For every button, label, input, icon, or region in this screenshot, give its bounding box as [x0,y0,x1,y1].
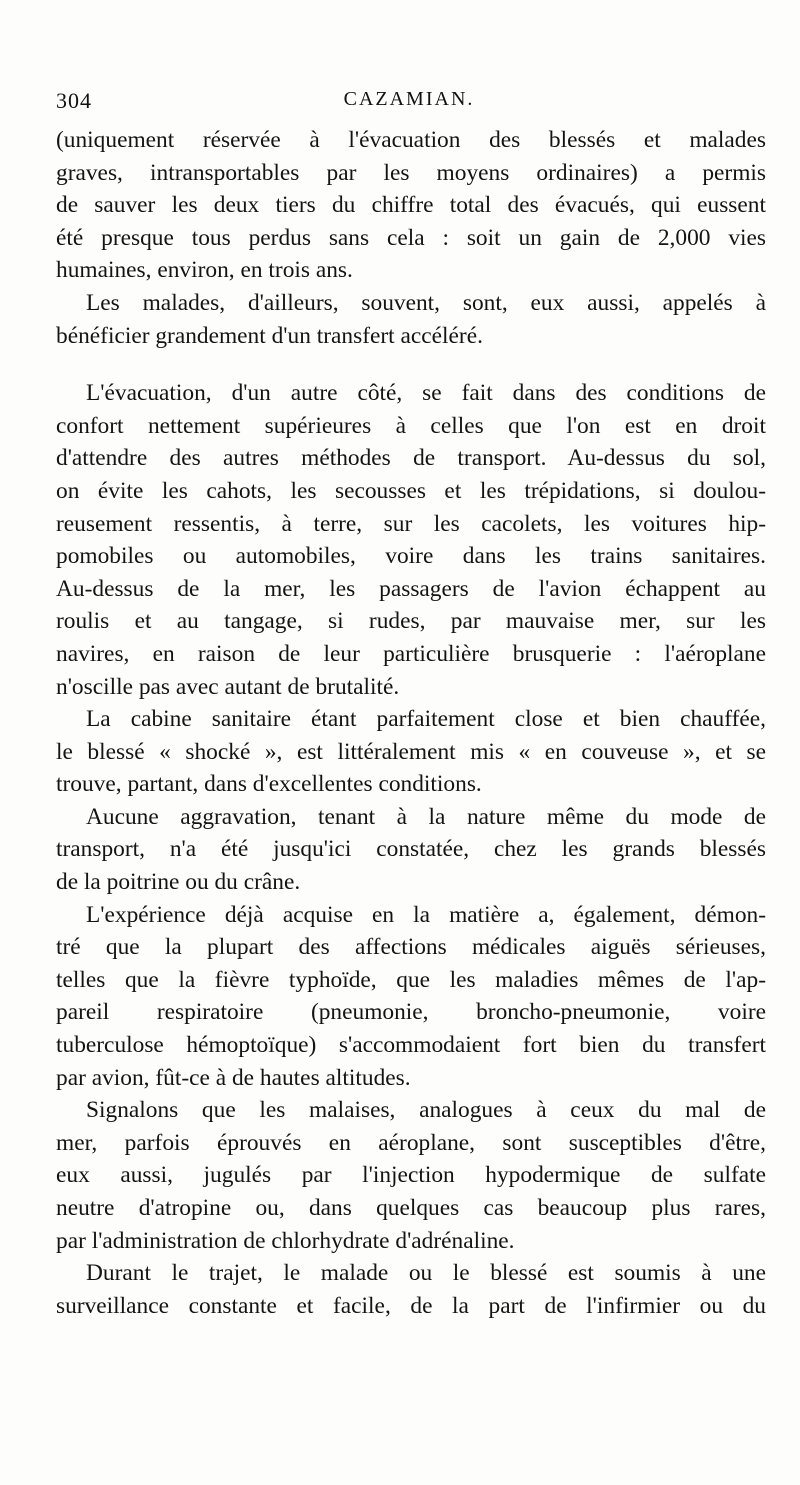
text-line: neutre d'atropine ou, dans quelques cas beaucoup plus rares, [56,1195,766,1221]
text-line: d'attendre des autres méthodes de transport. Au-dessus du sol, [56,445,766,472]
text-line: mer, parfois éprouvés en aéroplane, sont susceptibles d'être, [56,1129,766,1156]
text-line: le blessé « shocké », est littéralement mis « en couveuse », et se [56,738,766,765]
text-line: roulis et au tangage, si rudes, par mauvaise mer, sur les [56,608,766,635]
text-line: surveillance constante et facile, de la part de l'infirmier ou du [56,1292,766,1319]
page-header [56,88,762,118]
text-line: tré que la plupart des affections médicales aiguës sérieuses, [56,934,766,961]
text-line: on évite les cahots, les secousses et les trépidations, si doulou- [56,477,766,504]
text-line: été presque tous perdus sans cela : soit un gain de 2,000 vies [56,224,766,251]
text-line: La cabine sanitaire étant parfaitement close et bien chauffée, [86,706,766,733]
text-line: transport, n'a été jusqu'ici constatée, chez les grands blessés [56,836,766,863]
text-line: tuberculose hémoptoïque) s'accommodaient fort bien du transfert [56,1032,766,1059]
text-line: Les malades, d'ailleurs, souvent, sont, eux aussi, appelés à [86,289,766,316]
text-line: graves, intransportables par les moyens ordinaires) a permis [56,159,766,186]
text-line: pareil respiratoire (pneumonie, broncho-pneumonie, voire [56,999,766,1026]
text-line: Durant le trajet, le malade ou le blessé est soumis à une [86,1260,766,1287]
text-line: de sauver les deux tiers du chiffre total des évacués, qui eussent [56,192,766,219]
section-gap [56,352,766,377]
text-line: bénéficier grandement d'un transfert accéléré. [56,322,483,349]
text-line: Aucune aggravation, tenant à la nature même du mode de [86,803,766,830]
text-line: humaines, environ, en trois ans. [56,257,353,284]
text-line: reusement ressentis, à terre, sur les cacolets, les voitures hip- [56,510,766,537]
text-line: L'expérience déjà acquise en la matière a, également, démon- [86,901,766,928]
text-line: par avion, fût-ce à de hautes altitudes. [56,1064,411,1091]
text-line: navires, en raison de leur particulière brusquerie : l'aéroplane [56,640,766,667]
text-line: L'évacuation, d'un autre côté, se fait dans des conditions de [86,380,766,407]
text-line: confort nettement supérieures à celles que l'on est en droit [56,412,766,439]
text-line: n'oscille pas avec autant de brutalité. [56,673,400,700]
page-number: 304 [56,88,92,113]
text-line: Signalons que les malaises, analogues à ceux du mal de [86,1097,766,1124]
text-line: telles que la fièvre typhoïde, que les maladies mêmes de l'ap- [56,966,766,993]
text-line: de la poitrine ou du crâne. [56,869,301,896]
body-text [56,124,766,1322]
running-head: CAZAMIAN. [343,88,475,110]
text-line: eux aussi, jugulés par l'injection hypodermique de sulfate [56,1162,766,1189]
text-line: (uniquement réservée à l'évacuation des blessés et malades [56,127,766,153]
text-line: trouve, partant, dans d'excellentes conditions. [56,771,482,798]
text-line: par l'administration de chlorhydrate d'adrénaline. [56,1227,515,1254]
text-line: pomobiles ou automobiles, voire dans les trains sanitaires. [56,543,766,570]
text-line: Au-dessus de la mer, les passagers de l'avion échappent au [56,575,766,602]
